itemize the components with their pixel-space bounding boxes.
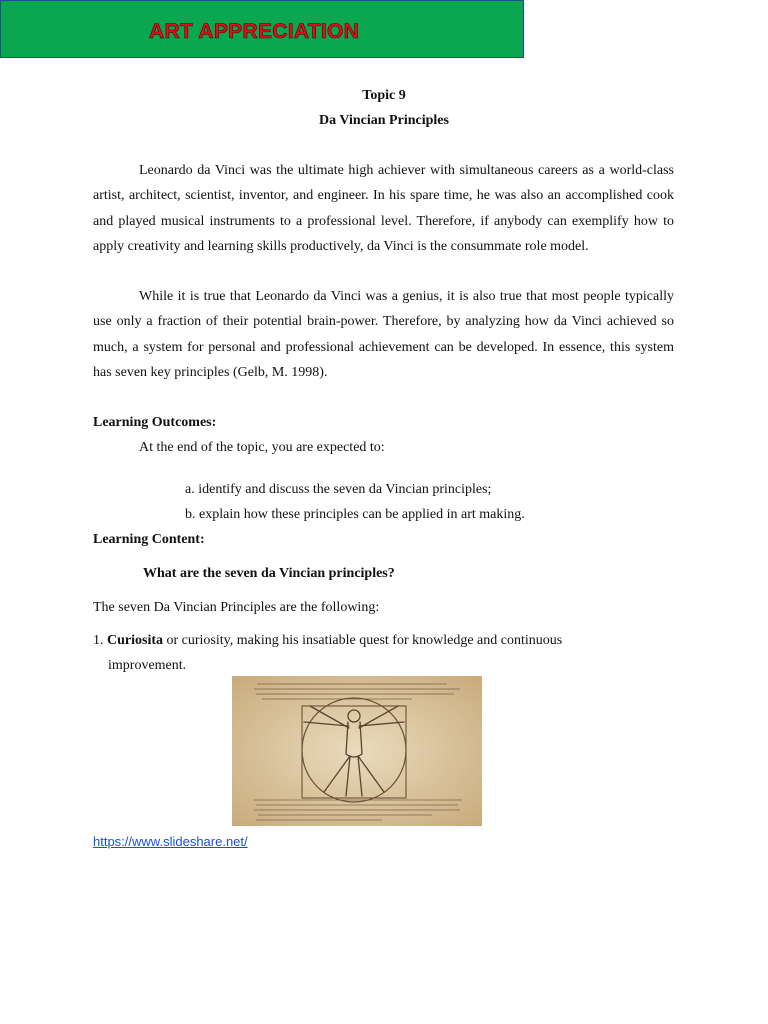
vitruvian-man-image (232, 676, 482, 826)
topic-number: Topic 9 (362, 88, 406, 103)
intro-paragraph-1: Leonardo da Vinci was the ultimate high achiever with simultaneous careers as a world-class artist, architect, scientist, inventor, and engineer. In his spare time, he was also an accomplished cook and played musical instruments to a professional level. Therefore, if anybody can exemplify how to apply creativity and learning skills productively, da Vinci is the consummate role model. (93, 163, 674, 254)
banner-title: ART APPRECIATION (149, 20, 360, 43)
principle-item (93, 633, 562, 649)
intro-paragraph-2: While it is true that Leonardo da Vinci was a genius, it is also true that most people typically use only a fraction of their potential brain-power. Therefore, by analyzing how da Vinci achieved so much, a system for personal and professional achievement can be developed. In essence, this system has seven key principles (Gelb, M. 1998). (93, 289, 674, 380)
principle-term: Curiosita (107, 633, 163, 648)
principle-description-continued: improvement. (108, 658, 187, 673)
learning-content-heading: Learning Content: (93, 532, 205, 547)
outcome-item: a. identify and discuss the seven da Vincian principles; (185, 482, 492, 497)
header-banner (0, 0, 524, 58)
principle-description: or curiosity, making his insatiable quest for knowledge and continuous (163, 633, 563, 648)
outcome-item: b. explain how these principles can be applied in art making. (185, 507, 525, 522)
topic-title: Da Vincian Principles (319, 113, 449, 128)
vitruvian-man-drawing-icon (232, 676, 482, 826)
principle-number: 1. (93, 633, 104, 648)
principles-question: What are the seven da Vincian principles? (143, 566, 395, 581)
learning-outcomes-heading: Learning Outcomes: (93, 415, 217, 430)
principles-intro: The seven Da Vincian Principles are the following: (93, 600, 380, 615)
learning-outcomes-lead: At the end of the topic, you are expected to: (139, 440, 385, 455)
source-link[interactable]: https://www.slideshare.net/ (93, 834, 248, 849)
